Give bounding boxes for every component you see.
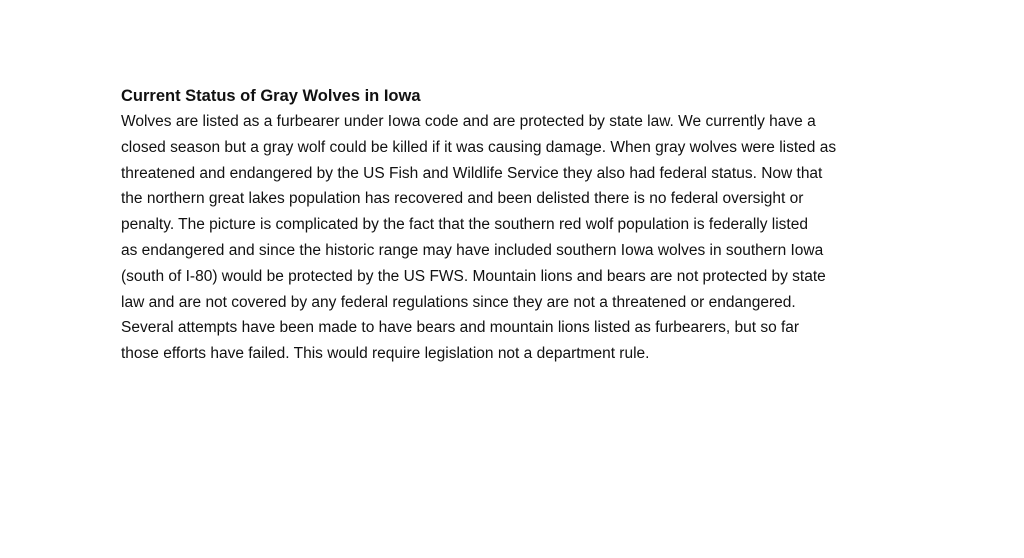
paragraph-line: law and are not covered by any federal regulations since they are not a threatened or endangered. (121, 293, 796, 311)
document-paragraph (121, 109, 911, 367)
paragraph-line: Several attempts have been made to have bears and mountain lions listed as furbearers, but so far (121, 319, 800, 337)
paragraph-line: (south of I-80) would be protected by the US FWS. Mountain lions and bears are not protected by state (121, 267, 826, 285)
document-page (121, 83, 911, 367)
paragraph-line: Wolves are listed as a furbearer under Iowa code and are protected by state law. We currently have a (121, 113, 816, 130)
paragraph-line: the northern great lakes population has recovered and been delisted there is no federal oversight or (121, 190, 804, 208)
paragraph-line: those efforts have failed. This would require legislation not a department rule. (121, 345, 650, 363)
paragraph-line: threatened and endangered by the US Fish and Wildlife Service they also had federal status. Now that (121, 164, 823, 182)
paragraph-line: as endangered and since the historic range may have included southern Iowa wolves in southern Iowa (121, 241, 824, 259)
document-title: Current Status of Gray Wolves in Iowa (121, 87, 421, 105)
paragraph-line: penalty. The picture is complicated by the fact that the southern red wolf population is federally listed (121, 216, 808, 234)
paragraph-line: closed season but a gray wolf could be killed if it was causing damage. When gray wolves were listed as (121, 138, 837, 156)
